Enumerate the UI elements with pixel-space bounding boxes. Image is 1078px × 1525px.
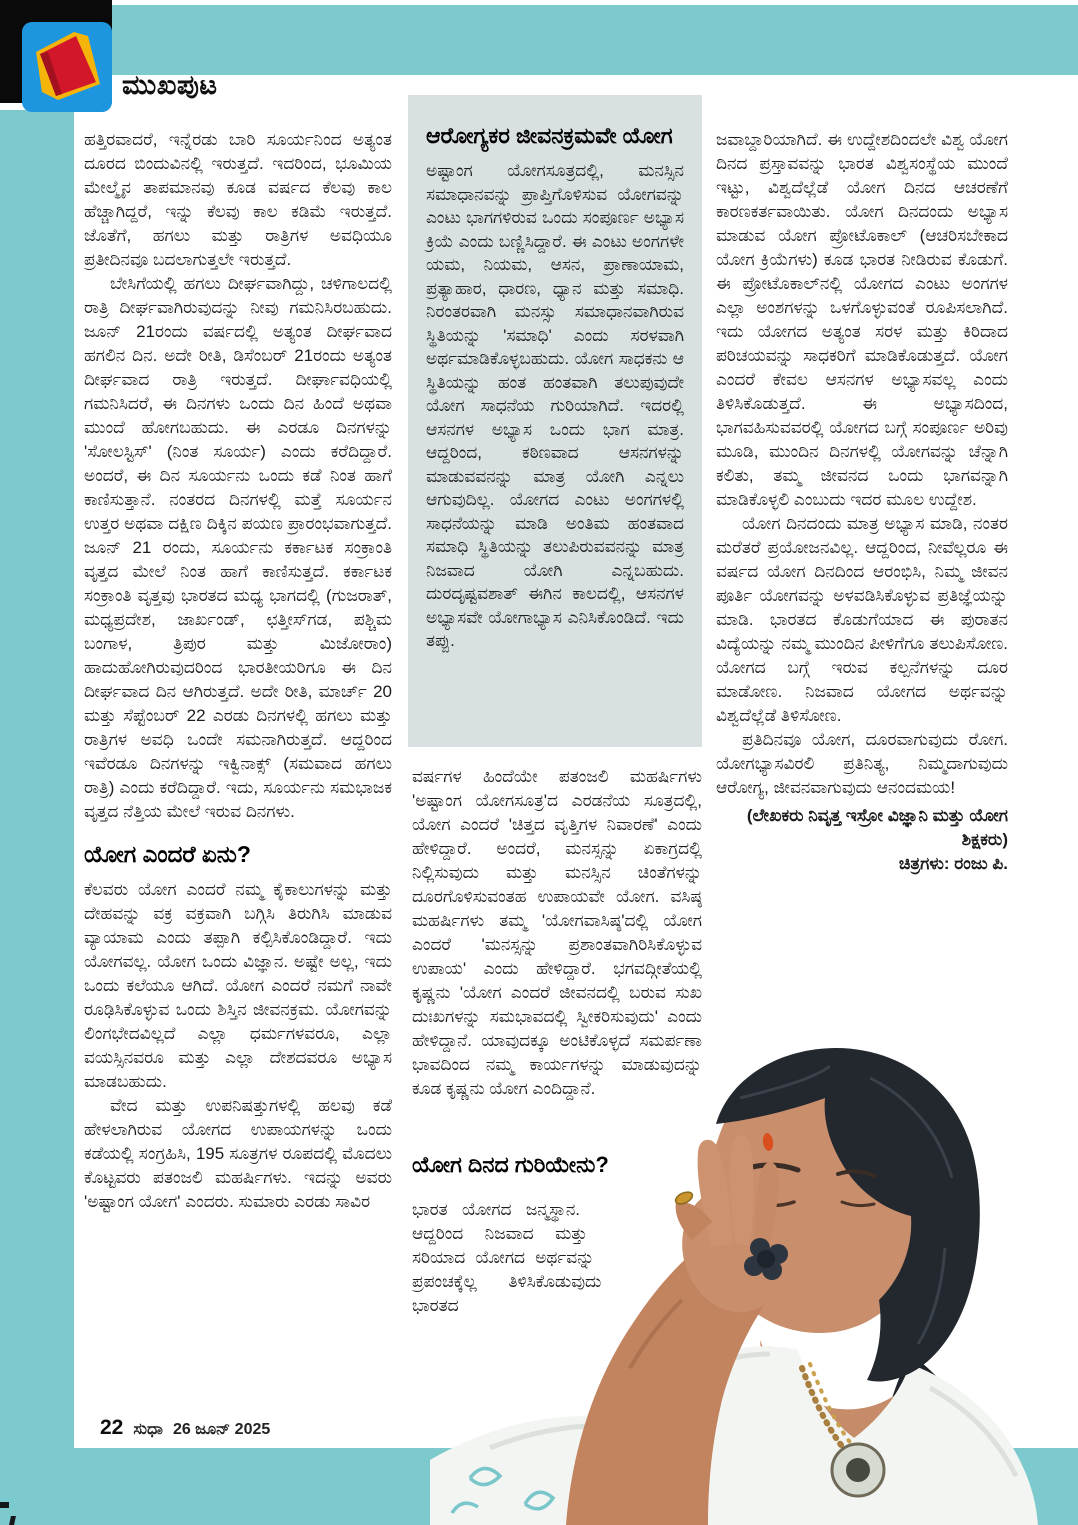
article-paragraph: ವೇದ ಮತ್ತು ಉಪನಿಷತ್ತುಗಳಲ್ಲಿ ಹಲವು ಕಡೆ ಹೇಳಲಾಗಿರುವ ಯೋಗದ ಉಪಾಯಗಳನ್ನು ಒಂದು ಕಡೆಯಲ್ಲಿ ಸಂಗ್ರಹಿಸಿ, 195 ಸೂತ್ರಗಳ ರೂಪದಲ್ಲಿ ಮೊದಲು ಕೊಟ್ಟವರು ಪತಂಜಲಿ ಮಹರ್ಷಿಗಳು. ಇದನ್ನು ಅವರು 'ಅಷ್ಟಾಂಗ ಯೋಗ' ಎಂದರು. ಸುಮಾರು ಎರಡು ಸಾವಿರ bbox=[84, 1096, 392, 1211]
highlight-box-title: ಆರೋಗ್ಯಕರ ಜೀವನಕ್ರಮವೇ ಯೋಗ bbox=[426, 123, 673, 148]
article-column-2 bbox=[412, 765, 702, 1157]
photo-credit: ಚಿತ್ರಗಳು: ರಂಜು ಪಿ. bbox=[898, 854, 1008, 873]
article-column-1 bbox=[84, 128, 392, 1406]
highlight-box bbox=[408, 95, 702, 747]
magazine-logo-icon bbox=[22, 22, 112, 112]
left-teal-strip bbox=[0, 110, 74, 1525]
article-paragraph: ಪ್ರತಿದಿನವೂ ಯೋಗ, ದೂರವಾಗುವುದು ರೋಗ. ಯೋಗಭ್ಯಾಸವಿರಲಿ ಪ್ರತಿನಿತ್ಯ, ನಿಮ್ಮದಾಗುವುದು ಆರೋಗ್ಯ, ಜೀವನವಾಗುವುದು ಆನಂದಮಯ! bbox=[716, 730, 1008, 797]
subheading-yoga-day-goal: ಯೋಗ ದಿನದ ಗುರಿಯೇನು? bbox=[412, 1152, 609, 1177]
logo-block bbox=[0, 0, 112, 103]
article-paragraph: ಹತ್ತಿರವಾದರೆ, ಇನ್ನೆರಡು ಬಾರಿ ಸೂರ್ಯನಿಂದ ಅತ್ಯಂತ ದೂರದ ಬಿಂದುವಿನಲ್ಲಿ ಇರುತ್ತದೆ. ಇದರಿಂದ, ಭೂಮಿಯ ಮೇಲ್ಮೈನ ತಾಪಮಾನವು ಕೂಡ ವರ್ಷದ ಕೆಲವು ಕಾಲ ಹೆಚ್ಚಾಗಿದ್ದರೆ, ಇನ್ನು ಕೆಲವು ಕಾಲ ಕಡಿಮೆ ಇರುತ್ತದೆ. ಜೊತೆಗೆ, ಹಗಲು ಮತ್ತು ರಾತ್ರಿಗಳ ಅವಧಿಯೂ ಪ್ರತೀದಿನವೂ ಬದಲಾಗುತ್ತಲೇ ಇರುತ್ತದೆ. bbox=[84, 130, 392, 269]
article-paragraph: ವರ್ಷಗಳ ಹಿಂದೆಯೇ ಪತಂಜಲಿ ಮಹರ್ಷಿಗಳು 'ಅಷ್ಟಾಂಗ ಯೋಗಸೂತ್ರ'ದ ಎರಡನೆಯ ಸೂತ್ರದಲ್ಲಿ, ಯೋಗ ಎಂದರೆ 'ಚಿತ್ತದ ವೃತ್ತಿಗಳ ನಿವಾರಣೆ' ಎಂದು ಹೇಳಿದ್ದಾರೆ. ಅಂದರೆ, ಮನಸ್ಸನ್ನು ಏಕಾಗ್ರದಲ್ಲಿ ನಿಲ್ಲಿಸುವುದು ಮತ್ತು ಮನಸ್ಸಿನ ಚಿಂತೆಗಳನ್ನು ದೂರಗೊಳಿಸುವಂತಹ ಉಪಾಯವೇ ಯೋಗ. ವಸಿಷ್ಠ ಮಹರ್ಷಿಗಳು ತಮ್ಮ 'ಯೋಗವಾಸಿಷ್ಠ'ದಲ್ಲಿ ಯೋಗ ಎಂದರೆ 'ಮನಸ್ಸನ್ನು ಪ್ರಶಾಂತವಾಗಿರಿಸಿಕೊಳ್ಳುವ ಉಪಾಯ' ಎಂದು ಹೇಳಿದ್ದಾರೆ. ಭಗವದ್ಗೀತೆಯಲ್ಲಿ ಕೃಷ್ಣನು 'ಯೋಗ ಎಂದರೆ ಜೀವನದಲ್ಲಿ ಬರುವ ಸುಖ ದುಃಖಗಳನ್ನು ಸಮಭಾವದಲ್ಲಿ ಸ್ವೀಕರಿಸುವುದು' ಎಂದು ಹೇಳಿದ್ದಾನೆ. ಯಾವುದಕ್ಕೂ ಅಂಟಿಕೊಳ್ಳದೆ ಸಮರ್ಪಣಾ ಭಾವದಿಂದ ನಮ್ಮ ಕಾರ್ಯಗಳನ್ನು ಮಾಡುವುದನ್ನು ಕೂಡ ಕೃಷ್ಣನು ಯೋಗ ಎಂದಿದ್ದಾನೆ. bbox=[412, 767, 702, 1098]
article-paragraph: ಕೆಲವರು ಯೋಗ ಎಂದರೆ ನಮ್ಮ ಕೈಕಾಲುಗಳನ್ನು ಮತ್ತು ದೇಹವನ್ನು ವಕ್ರ ವಕ್ರವಾಗಿ ಬಗ್ಗಿಸಿ ತಿರುಗಿಸಿ ಮಾಡುವ ವ್ಯಾಯಾಮ ಎಂದು ತಪ್ಪಾಗಿ ಕಲ್ಪಿಸಿಕೊಂಡಿದ್ದಾರೆ. ಇದು ಯೋಗವಲ್ಲ. ಯೋಗ ಒಂದು ವಿಜ್ಞಾನ. ಅಷ್ಟೇ ಅಲ್ಲ, ಇದು ಒಂದು ಕಲೆಯೂ ಆಗಿದೆ. ಯೋಗ ಎಂದರೆ ನಮಗೆ ನಾವೇ ರೂಢಿಸಿಕೊಳ್ಳುವ ಒಂದು ಶಿಸ್ತಿನ ಜೀವನಕ್ರಮ. ಯೋಗವನ್ನು ಲಿಂಗಭೇದವಿಲ್ಲದೆ ಎಲ್ಲಾ ಧರ್ಮಗಳವರೂ, ಎಲ್ಲಾ ವಯಸ್ಸಿನವರೂ ಮತ್ತು ಎಲ್ಲಾ ದೇಶದವರೂ ಅಭ್ಯಾಸ ಮಾಡಬಹುದು. bbox=[84, 880, 392, 1091]
author-byline: (ಲೇಖಕರು ನಿವೃತ್ತ ಇಸ್ರೋ ವಿಜ್ಞಾನಿ ಮತ್ತು ಯೋಗ ಶಿಕ್ಷಕರು) bbox=[746, 806, 1008, 849]
subheading-what-is-yoga: ಯೋಗ ಎಂದರೆ ಏನು? bbox=[84, 841, 251, 867]
print-mark bbox=[0, 1502, 9, 1508]
gold-ring bbox=[674, 1190, 695, 1207]
pendant-center bbox=[846, 1458, 870, 1482]
section-title: ಮುಖಪುಟ bbox=[122, 70, 218, 100]
article-paragraph: ಬೇಸಿಗೆಯಲ್ಲಿ ಹಗಲು ದೀರ್ಘವಾಗಿದ್ದು, ಚಳಿಗಾಲದಲ್ಲಿ ರಾತ್ರಿ ದೀರ್ಘವಾಗಿರುವುದನ್ನು ನೀವು ಗಮನಿಸಿರಬಹುದು. ಜೂನ್ 21ರಂದು ವರ್ಷದಲ್ಲಿ ಅತ್ಯಂತ ದೀರ್ಘವಾದ ಹಗಲಿನ ದಿನ. ಅದೇ ರೀತಿ, ಡಿಸೆಂಬರ್ 21ರಂದು ಅತ್ಯಂತ ದೀರ್ಘವಾದ ರಾತ್ರಿ ಇರುತ್ತದೆ. ದೀರ್ಘಾವಧಿಯಲ್ಲಿ ಗಮನಿಸಿದರೆ, ಈ ದಿನಗಳು ಒಂದು ದಿನ ಹಿಂದೆ ಅಥವಾ ಮುಂದೆ ಹೋಗಬಹುದು. ಈ ಎರಡೂ ದಿನಗಳನ್ನು 'ಸೋಲಸ್ಟಿಸ್' (ನಿಂತ ಸೂರ್ಯ) ಎಂದು ಕರೆದಿದ್ದಾರೆ. ಅಂದರೆ, ಈ ದಿನ ಸೂರ್ಯನು ಒಂದು ಕಡೆ ನಿಂತ ಹಾಗೆ ಕಾಣಿಸುತ್ತಾನೆ. ನಂತರದ ದಿನಗಳಲ್ಲಿ ಮತ್ತೆ ಸೂರ್ಯನ ಉತ್ತರ ಅಥವಾ ದಕ್ಷಿಣ ದಿಕ್ಕಿನ ಪಯಣ ಪ್ರಾರಂಭವಾಗುತ್ತದೆ. ಜೂನ್ 21 ರಂದು, ಸೂರ್ಯನು ಕರ್ಕಾಟಕ ಸಂಕ್ರಾಂತಿ ವೃತ್ತದ ಮೇಲೆ ನಿಂತ ಹಾಗೆ ಕಾಣಿಸುತ್ತದೆ. ಕರ್ಕಾಟಕ ಸಂಕ್ರಾಂತಿ ವೃತ್ತವು ಭಾರತದ ಮಧ್ಯ ಭಾಗದಲ್ಲಿ (ಗುಜರಾತ್, ಮಧ್ಯಪ್ರದೇಶ, ಜಾರ್ಖಂಡ್, ಛತ್ತೀಸ್‌ಗಡ, ಪಶ್ಚಿಮ ಬಂಗಾಳ, ತ್ರಿಪುರ ಮತ್ತು ಮಿಜೋರಾಂ) ಹಾದುಹೋಗಿರುವುದರಿಂದ ಭಾರತೀಯರಿಗೂ ಈ ದಿನ ದೀರ್ಘವಾದ ದಿನ ಆಗಿರುತ್ತದೆ. ಅದೇ ರೀತಿ, ಮಾರ್ಚ್ 20 ಮತ್ತು ಸೆಪ್ಟೆಂಬರ್ 22 ಎರಡು ದಿನಗಳಲ್ಲಿ ಹಗಲು ಮತ್ತು ರಾತ್ರಿಗಳ ಅವಧಿ ಒಂದೇ ಸಮನಾಗಿರುತ್ತದೆ. ಆದ್ದರಿಂದ ಇವೆರಡೂ ದಿನಗಳನ್ನು ಇಕ್ವಿನಾಕ್ಸ್ (ಸಮವಾದ ಹಗಲು ರಾತ್ರಿ) ಎಂದು ಕರೆದಿದ್ದಾರೆ. ಇದು, ಸೂರ್ಯನು ಸಮಭಾಜಕ ವೃತ್ತದ ನೆತ್ತಿಯ ಮೇಲೆ ಇರುವ ದಿನಗಳು. bbox=[84, 274, 392, 821]
page-number: 22 bbox=[100, 1416, 124, 1439]
highlight-box-body: ಅಷ್ಟಾಂಗ ಯೋಗಸೂತ್ರದಲ್ಲಿ, ಮನಸ್ಸಿನ ಸಮಾಧಾನವನ್ನು ಪ್ರಾಪ್ತಿಗೊಳಿಸುವ ಯೋಗವನ್ನು ಎಂಟು ಭಾಗಗಳಿರುವ ಒಂದು ಸಂಪೂರ್ಣ ಅಭ್ಯಾಸ ಕ್ರಿಯೆ ಎಂದು ಬಣ್ಣಿಸಿದ್ದಾರೆ. ಈ ಎಂಟು ಅಂಗಗಳೇ ಯಮ, ನಿಯಮ, ಆಸನ, ಪ್ರಾಣಾಯಾಮ, ಪ್ರತ್ಯಾಹಾರ, ಧಾರಣ, ಧ್ಯಾನ ಮತ್ತು ಸಮಾಧಿ. ನಿರಂತರವಾಗಿ ಮನಸ್ಸು ಸಮಾಧಾನವಾಗಿರುವ ಸ್ಥಿತಿಯನ್ನು 'ಸಮಾಧಿ' ಎಂದು ಸರಳವಾಗಿ ಅರ್ಥಮಾಡಿಕೊಳ್ಳಬಹುದು. ಯೋಗ ಸಾಧಕನು ಆ ಸ್ಥಿತಿಯನ್ನು ಹಂತ ಹಂತವಾಗಿ ತಲುಪುವುದೇ ಯೋಗ ಸಾಧನೆಯ ಗುರಿಯಾಗಿದೆ. ಇದರಲ್ಲಿ ಆಸನಗಳ ಅಭ್ಯಾಸ ಒಂದು ಭಾಗ ಮಾತ್ರ. ಆದ್ದರಿಂದ, ಕಠಿಣವಾದ ಆಸನಗಳನ್ನು ಮಾಡುವವನನ್ನು ಮಾತ್ರ ಯೋಗಿ ಎನ್ನಲು ಆಗುವುದಿಲ್ಲ. ಯೋಗದ ಎಂಟು ಅಂಗಗಳಲ್ಲಿ ಸಾಧನೆಯನ್ನು ಮಾಡಿ ಅಂತಿಮ ಹಂತವಾದ ಸಮಾಧಿ ಸ್ಥಿತಿಯನ್ನು ತಲುಪಿರುವವನನ್ನು ಮಾತ್ರ ನಿಜವಾದ ಯೋಗಿ ಎನ್ನಬಹುದು. ದುರದೃಷ್ಟವಶಾತ್ ಈಗಿನ ಕಾಲದಲ್ಲಿ, ಆಸನಗಳ ಅಭ್ಯಾಸವೇ ಯೋಗಾಭ್ಯಾಸ ಎನಿಸಿಕೊಂಡಿದೆ. ಇದು ತಪ್ಪು. bbox=[426, 161, 684, 650]
article-column-2-wrap bbox=[412, 1198, 668, 1403]
article-paragraph: ಜವಾಬ್ದಾರಿಯಾಗಿದೆ. ಈ ಉದ್ದೇಶದಿಂದಲೇ ವಿಶ್ವ ಯೋಗ ದಿನದ ಪ್ರಸ್ತಾವವನ್ನು ಭಾರತ ವಿಶ್ವಸಂಸ್ಥೆಯ ಮುಂದೆ ಇಟ್ಟು, ವಿಶ್ವದೆಲ್ಲೆಡೆ ಯೋಗ ದಿನದ ಆಚರಣೆಗೆ ಕಾರಣಕರ್ತವಾಯಿತು. ಯೋಗ ದಿನದಂದು ಅಭ್ಯಾಸ ಮಾಡುವ ಯೋಗ ಪ್ರೋಟೊಕಾಲ್ (ಆಚರಿಸಬೇಕಾದ ಯೋಗ ಕ್ರಿಯೆಗಳು) ಕೂಡ ಭಾರತ ನೀಡಿರುವ ಕೊಡುಗೆ. ಈ ಪ್ರೋಟೊಕಾಲ್‌ನಲ್ಲಿ ಯೋಗದ ಎಂಟು ಅಂಗಗಳ ಎಲ್ಲಾ ಅಂಶಗಳನ್ನು ಒಳಗೊಳ್ಳುವಂತೆ ರೂಪಿಸಲಾಗಿದೆ. ಇದು ಯೋಗದ ಅತ್ಯಂತ ಸರಳ ಮತ್ತು ಕಿರಿದಾದ ಪರಿಚಯವನ್ನು ಸಾಧಕರಿಗೆ ಮಾಡಿಕೊಡುತ್ತದೆ. ಯೋಗ ಎಂದರೆ ಕೇವಲ ಆಸನಗಳ ಅಭ್ಯಾಸವಲ್ಲ ಎಂದು ತಿಳಿಸಿಕೊಡುತ್ತದೆ. ಈ ಅಭ್ಯಾಸದಿಂದ, ಭಾಗವಹಿಸುವವರಲ್ಲಿ ಯೋಗದ ಬಗ್ಗೆ ಸಂಪೂರ್ಣ ಅರಿವು ಮೂಡಿ, ಮುಂದಿನ ದಿನಗಳಲ್ಲಿ ಯೋಗವನ್ನು ಚೆನ್ನಾಗಿ ಕಲಿತು, ತಮ್ಮ ಜೀವನದ ಒಂದು ಭಾಗವನ್ನಾಗಿ ಮಾಡಿಕೊಳ್ಳಲಿ ಎಂಬುದು ಇದರ ಮೂಲ ಉದ್ದೇಶ. bbox=[716, 130, 1008, 509]
magazine-name: ಸುಧಾ bbox=[133, 1421, 163, 1438]
top-teal-band bbox=[112, 5, 1078, 75]
page-footer bbox=[100, 1416, 270, 1440]
article-paragraph: ಭಾರತ ಯೋಗದ ಜನ್ಮಸ್ಥಾನ. ಆದ್ದರಿಂದ ನಿಜವಾದ ಮತ್ತು ಸರಿಯಾದ ಯೋಗದ ಅರ್ಥವನ್ನು ಪ್ರಪಂಚಕ್ಕೆಲ್ಲ ತಿಳಿಸಿಕೊಡುವುದು ಭಾರತದ bbox=[412, 1200, 602, 1315]
article-paragraph: ಯೋಗ ದಿನದಂದು ಮಾತ್ರ ಅಭ್ಯಾಸ ಮಾಡಿ, ನಂತರ ಮರೆತರೆ ಪ್ರಯೋಜನವಿಲ್ಲ. ಆದ್ದರಿಂದ, ನೀವೆಲ್ಲರೂ ಈ ವರ್ಷದ ಯೋಗ ದಿನದಿಂದ ಆರಂಭಿಸಿ, ನಿಮ್ಮ ಜೀವನ ಪೂರ್ತಿ ಯೋಗವನ್ನು ಅಳವಡಿಸಿಕೊಳ್ಳುವ ಪ್ರತಿಜ್ಞೆಯನ್ನು ಮಾಡಿ. ಭಾರತದ ಕೊಡುಗೆಯಾದ ಈ ಪುರಾತನ ವಿದ್ಯೆಯನ್ನು ನಮ್ಮ ಮುಂದಿನ ಪೀಳಿಗೆಗೂ ತಲುಪಿಸೋಣ. ಯೋಗದ ಬಗ್ಗೆ ಇರುವ ಕಲ್ಪನೆಗಳನ್ನು ದೂರ ಮಾಡೋಣ. ನಿಜವಾದ ಯೋಗದ ಅರ್ಥವನ್ನು ವಿಶ್ವದೆಲ್ಲೆಡೆ ತಿಳಿಸೋಣ. bbox=[716, 514, 1008, 725]
article-column-3 bbox=[716, 128, 1008, 1033]
issue-date: 26 ಜೂನ್ 2025 bbox=[172, 1421, 271, 1438]
